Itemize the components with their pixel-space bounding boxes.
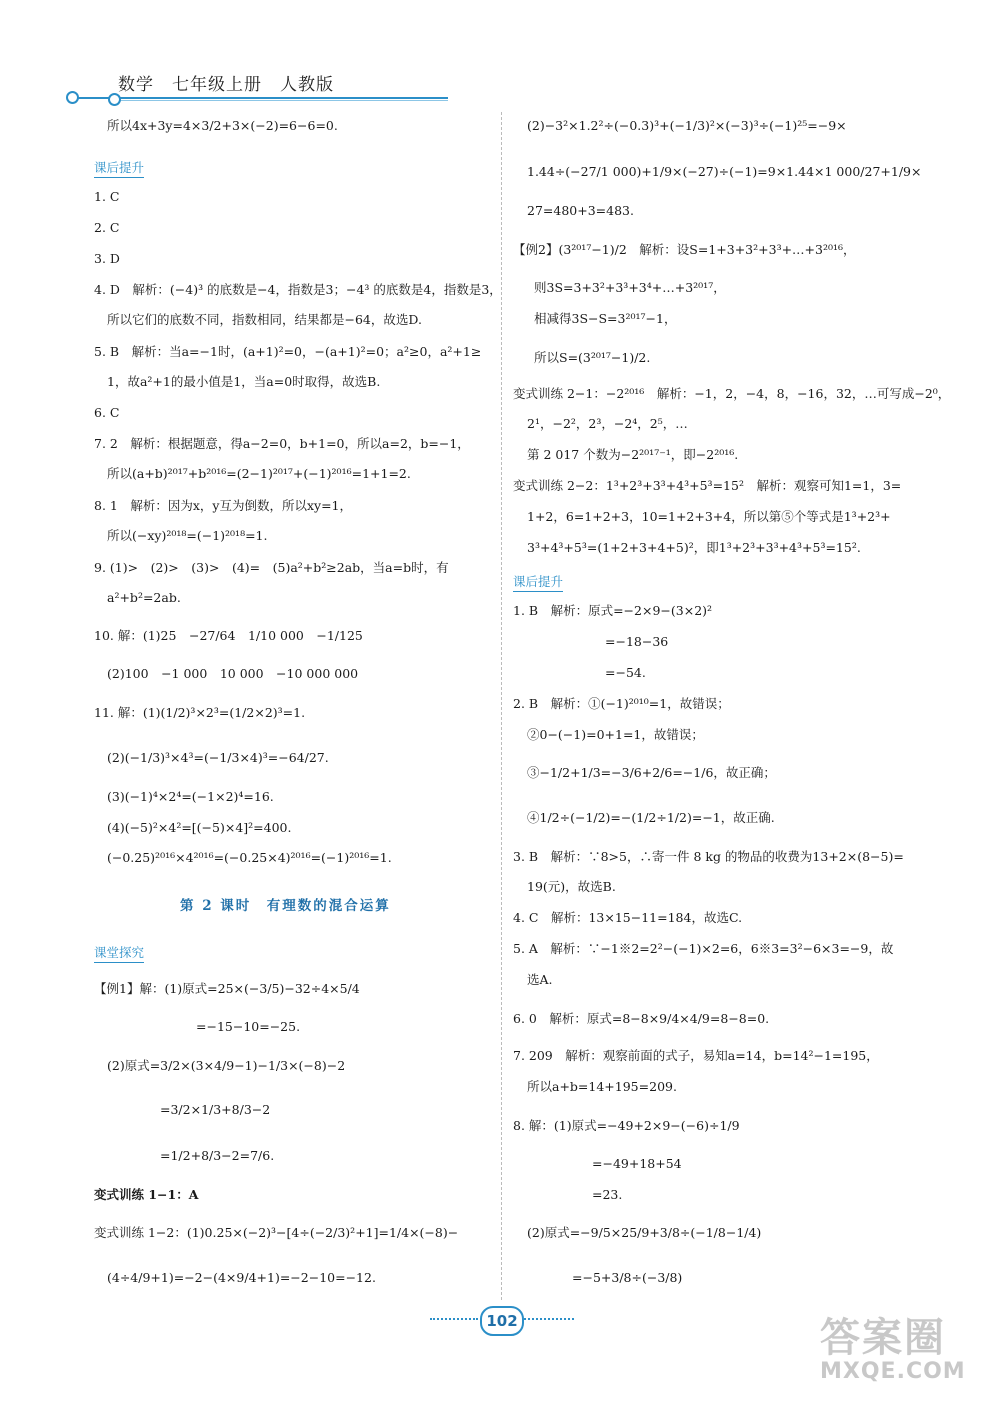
watermark-text: 答案圈 [820, 1315, 946, 1361]
answer-line: ④1/2÷(−1/2)=−(1/2÷1/2)=−1，故正确. [527, 810, 775, 825]
answer-line: (2)−3²×1.2²÷(−0.3)³+(−1/3)²×(−3)³÷(−1)²⁵=−9× [527, 118, 847, 133]
answer-line: a²+b²=2ab. [107, 590, 181, 605]
answer-line: 变式训练 1−1：A [94, 1187, 199, 1202]
answer-line: 5. B 解析：当a=−1时，(a+1)²=0，−(a+1)²=0；a²≥0，a²+1≥ [94, 344, 482, 359]
answer-line: =23. [592, 1187, 623, 1202]
answer-line: 所以(a+b)²⁰¹⁷+b²⁰¹⁶=(2−1)²⁰¹⁷+(−1)²⁰¹⁶=1+1=2. [107, 466, 411, 481]
answer-line: 5. A 解析：∵−1※2=2²−(−1)×2=6，6※3=3²−6×3=−9，故 [513, 941, 894, 956]
answer-line: 2. C [94, 220, 120, 235]
answer-line: 2. B 解析：①(−1)²⁰¹⁰=1，故错误； [513, 696, 730, 711]
answer-line: =−5+3/8÷(−3/8) [572, 1270, 683, 1285]
answer-line: (2)原式=3/2×(3×4/9−1)−1/3×(−8)−2 [107, 1058, 346, 1073]
answer-line: 19(元)，故选B. [527, 879, 616, 894]
answer-line: =−49+18+54 [592, 1156, 682, 1171]
answer-line: 27=480+3=483. [527, 203, 634, 218]
answer-line: 第 2 017 个数为−2²⁰¹⁷⁻¹，即−2²⁰¹⁶. [527, 447, 739, 462]
page-number-rule-left [430, 1318, 478, 1320]
answer-line: 变式训练 2−1：−2²⁰¹⁶ 解析：−1，2，−4，8，−16，32，…可写成−2⁰， [513, 386, 951, 401]
header-rule-thin [120, 100, 448, 101]
answer-line: 3. D [94, 251, 120, 266]
answer-line: 8. 解：(1)原式=−49+2×9−(−6)÷1/9 [513, 1118, 740, 1133]
answer-line: 1.44÷(−27/1 000)+1/9×(−27)÷(−1)=9×1.44×1 000/27+1/9× [527, 164, 922, 179]
answer-line: 1. B 解析：原式=−2×9−(3×2)² [513, 603, 713, 618]
answer-line: =−54. [605, 665, 646, 680]
answer-line: =−18−36 [605, 634, 669, 649]
answer-line: 变式训练 1−2：(1)0.25×(−2)³−[4÷(−2/3)²+1]=1/4×(−8)− [94, 1225, 459, 1240]
answer-line: 4. C 解析：13×15−11=184，故选C. [513, 910, 743, 925]
answer-line: 7. 209 解析：观察前面的式子，易知a=14，b=14²−1=195， [513, 1048, 879, 1063]
answer-line: 2¹，−2²，2³，−2⁴，2⁵，… [527, 416, 688, 431]
page-number: 102 [480, 1306, 524, 1336]
answer-line: 8. 1 解析：因为x，y互为倒数，所以xy=1， [94, 498, 353, 513]
answer-line: (4)(−5)²×4²=[(−5)×4]²=400. [107, 820, 292, 835]
answer-line: =3/2×1/3+8/3−2 [160, 1102, 271, 1117]
answer-line: 所以4x+3y=4×3/2+3×(−2)=6−6=0. [107, 118, 338, 133]
header-circle-icon [66, 91, 79, 104]
answer-line: =1/2+8/3−2=7/6. [160, 1148, 275, 1163]
lesson-title: 第 2 课时 有理数的混合运算 [180, 898, 391, 914]
answer-line: 7. 2 解析：根据题意，得a−2=0，b+1=0，所以a=2，b=−1， [94, 436, 470, 451]
answer-line: (−0.25)²⁰¹⁶×4²⁰¹⁶=(−0.25×4)²⁰¹⁶=(−1)²⁰¹⁶=1. [107, 850, 392, 865]
answer-line: 变式训练 2−2：1³+2³+3³+4³+5³=15² 解析：观察可知1=1，3= [513, 478, 902, 493]
section-heading: 课后提升 [513, 572, 563, 592]
watermark-logo [820, 1316, 966, 1384]
answer-line: 4. D 解析：(−4)³ 的底数是−4，指数是3；−4³ 的底数是4，指数是3， [94, 282, 502, 297]
page-number-rule-right [524, 1318, 574, 1320]
answer-line: 11. 解：(1)(1/2)³×2³=(1/2×2)³=1. [94, 705, 306, 720]
section-heading: 课后提升 [94, 158, 144, 178]
answer-line: 【例1】解：(1)原式=25×(−3/5)−32÷4×5/4 [94, 981, 360, 996]
answer-line: 1+2，6=1+2+3，10=1+2+3+4，所以第⑤个等式是1³+2³+ [527, 509, 891, 524]
header-circle-icon [108, 93, 121, 106]
answer-line: 6. C [94, 405, 120, 420]
answer-line: 相减得3S−S=3²⁰¹⁷−1， [534, 311, 677, 326]
answer-line: 所以S=(3²⁰¹⁷−1)/2. [534, 350, 651, 365]
answer-line: 3³+4³+5³=(1+2+3+4+5)²，即1³+2³+3³+4³+5³=15². [527, 540, 861, 555]
section-heading: 课堂探究 [94, 943, 144, 963]
answer-line: (2)100 −1 000 10 000 −10 000 000 [107, 666, 359, 681]
answer-line: ③−1/2+1/3=−3/6+2/6=−1/6，故正确； [527, 765, 776, 780]
answer-line: =−15−10=−25. [196, 1019, 301, 1034]
answer-line: 1，故a²+1的最小值是1，当a=0时取得，故选B. [107, 374, 381, 389]
answer-line: (2)(−1/3)³×4³=(−1/3×4)³=−64/27. [107, 750, 329, 765]
answer-line: 所以a+b=14+195=209. [527, 1079, 677, 1094]
answer-line: 所以它们的底数不同，指数相同，结果都是−64，故选D. [107, 312, 422, 327]
page-header-title: 数学 七年级上册 人教版 [118, 75, 334, 95]
answer-line: 【例2】(3²⁰¹⁷−1)/2 解析：设S=1+3+3²+3³+…+3²⁰¹⁶， [513, 242, 856, 257]
answer-line: 1. C [94, 189, 120, 204]
answer-line: 3. B 解析：∵8>5，∴寄一件 8 kg 的物品的收费为13+2×(8−5)= [513, 849, 904, 864]
answer-line: (3)(−1)⁴×2⁴=(−1×2)⁴=16. [107, 789, 274, 804]
header-rule [72, 97, 448, 99]
answer-line: 所以(−xy)²⁰¹⁸=(−1)²⁰¹⁸=1. [107, 528, 268, 543]
answer-line: 则3S=3+3²+3³+3⁴+…+3²⁰¹⁷， [534, 280, 726, 295]
answer-line: 9. (1)> (2)> (3)> (4)= (5)a²+b²≥2ab，当a=b时，有 [94, 560, 449, 575]
answer-line: ②0−(−1)=0+1=1，故错误； [527, 727, 704, 742]
answer-line: 选A. [527, 972, 553, 987]
answer-line: (2)原式=−9/5×25/9+3/8÷(−1/8−1/4) [527, 1225, 762, 1240]
answer-line: 10. 解：(1)25 −27/64 1/10 000 −1/125 [94, 628, 363, 643]
column-divider [501, 112, 502, 1300]
watermark-url: MXQE.COM [820, 1359, 966, 1384]
answer-line: 6. 0 解析：原式=8−8×9/4×4/9=8−8=0. [513, 1011, 770, 1026]
answer-line: (4÷4/9+1)=−2−(4×9/4+1)=−2−10=−12. [107, 1270, 376, 1285]
